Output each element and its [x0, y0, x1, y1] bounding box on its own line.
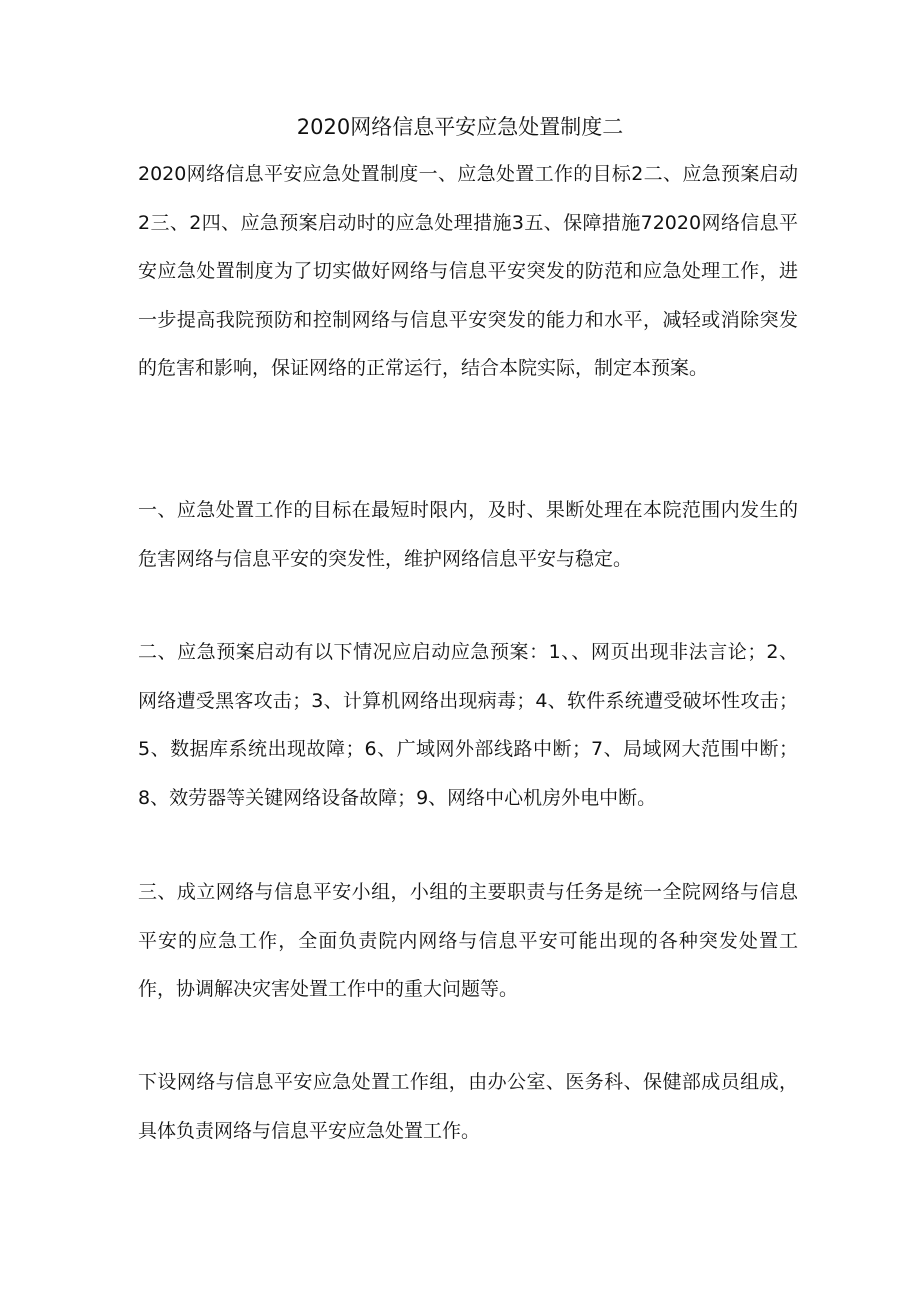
paragraph-section-3: 三、成立网络与信息平安小组，小组的主要职责与任务是统一全院网络与信息平安的应急工作，全面负责院内网络与信息平安可能出现的各种突发处置工作，协调解决灾害处置工作中的重大问题等。 [138, 881, 798, 1000]
paragraph-section-2: 二、应急预案启动有以下情况应启动应急预案：1、、网页出现非法言论；2、网络遭受黑客攻击；3、计算机网络出现病毒；4、软件系统遭受破坏性攻击；5、数据库系统出现故障；6、广域网外部线路中断；7、局域网大范围中断；8、效劳器等关键网络设备故障；9、网络中心机房外电中断。 [138, 641, 798, 809]
paragraph-section-1: 一、应急处置工作的目标在最短时限内，及时、果断处理在本院范围内发生的危害网络与信息平安的突发性，维护网络信息平安与稳定。 [138, 499, 798, 570]
paragraph-intro: 2020网络信息平安应急处置制度一、应急处置工作的目标2二、应急预案启动2三、2四、应急预案启动时的应急处理措施3五、保障措施72020网络信息平安应急处置制度为了切实做好网络与信息平安突发的防范和应急处理工作，进一步提高我院预防和控制网络与信息平安突发的能力和水平，减轻或消除突发的危害和影响，保证网络的正常运行，结合本院实际，制定本预案。 [138, 163, 798, 379]
paragraph-working-group: 下设网络与信息平安应急处置工作组，由办公室、医务科、保健部成员组成，具体负责网络与信息平安应急处置工作。 [138, 1071, 798, 1142]
document-title: 2020网络信息平安应急处置制度二 [296, 115, 624, 139]
